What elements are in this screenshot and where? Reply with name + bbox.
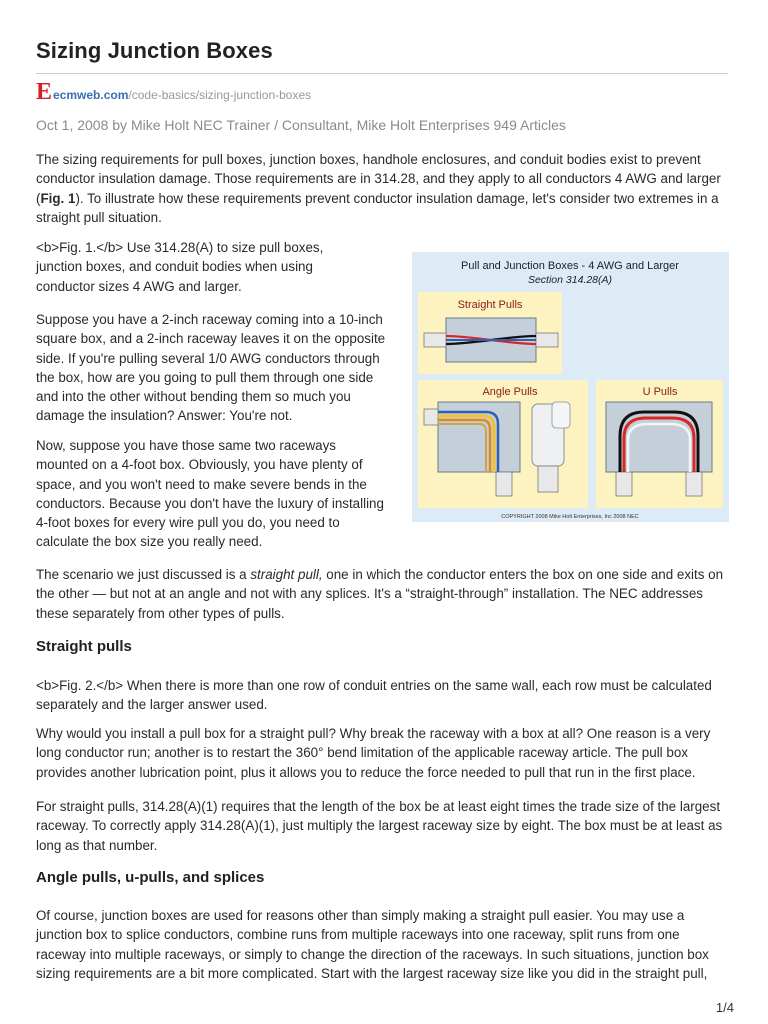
conduit-body-fitting	[538, 466, 558, 492]
paragraph-for: For straight pulls, 314.28(A)(1) requires that the length of the box be at least eight times the trade size of the largest raceway. To correctly apply 314.28(A)(1), just multiply the largest raceway size by eight. The box must be at least as long as that number.	[36, 799, 723, 853]
angle-conduit-left	[424, 409, 438, 425]
byline: Oct 1, 2008 by Mike Holt NEC Trainer / Consultant, Mike Holt Enterprises 949 Articles	[36, 117, 566, 133]
page-title: Sizing Junction Boxes	[36, 38, 273, 63]
straight-pull-term: straight pull,	[250, 567, 323, 582]
figure-1-diagram	[412, 252, 729, 522]
figure-copyright: COPYRIGHT 2008 Mike Holt Enterprises, Inc 2008 NEC	[501, 514, 639, 520]
fig2-caption: <b>Fig. 2.</b> When there is more than one row of conduit entries on the same wall, each row must be calculated separately and the larger answer used.	[36, 678, 712, 713]
angle-conduit-bottom	[496, 472, 512, 496]
source-domain-link[interactable]: ecmweb.com	[53, 88, 129, 102]
heading-straight-pulls: Straight pulls	[36, 638, 132, 655]
pull-box-illustration	[412, 252, 729, 522]
u-conduit-right	[686, 472, 702, 496]
straight-conduit-left	[424, 333, 446, 347]
conduit-body-cap	[552, 402, 570, 428]
paragraph-now: Now, suppose you have those same two raceways mounted on a 4-foot box. Obviously, you have plenty of space, and you won't need to make severe bends in the conductors. Because you don't have the luxury of installing 4-foot boxes for every wire pull you do, you need to calculate the box size you really need.	[36, 438, 384, 550]
intro-paragraph: The sizing requirements for pull boxes, junction boxes, handhole enclosures, and conduit bodies exist to prevent conductor insulation damage. Those requirements are in 314.28, and they apply to all conductors 4 AWG and larger (Fig. 1). To illustrate how these requirements prevent conductor insulation damage, let's consider two extremes in a straight pull situation.	[36, 152, 721, 225]
title-divider	[36, 73, 728, 74]
paragraph-scenario: The scenario we just discussed is a straight pull, one in which the conductor enters the box on one side and exits on the other — but not at an angle and not with any splices. It's a “straight-through” installation. The NEC addresses these separately from other types of pulls.	[36, 567, 724, 621]
straight-pulls-label: Straight Pulls	[457, 299, 523, 311]
paragraph-suppose: Suppose you have a 2-inch raceway coming into a 10-inch square box, and a 2-inch raceway leaves it on the opposite side. If you're pulling several 1/0 AWG conductors through the box, how are you going to pull them through one side and into the other without bending them so much you damage the insulation? Answer: You're not.	[36, 312, 386, 424]
angle-pulls-label: Angle Pulls	[482, 386, 538, 398]
paragraph-course: Of course, junction boxes are used for reasons other than simply making a straight pull easier. You may use a junction box to splice conductors, combine runs from multiple raceways into one raceway, split runs from one raceway into multiple raceways, or simply to change the direction of the raceways. In such situations, junction box sizing requirements are a bit more complicated. Start with the largest raceway size like you did in the straight pull,	[36, 908, 709, 981]
fig1-caption: <b>Fig. 1.</b> Use 314.28(A) to size pull boxes, junction boxes, and conduit bodies when using conductor sizes 4 AWG and larger.	[36, 240, 324, 294]
straight-conduit-right	[536, 333, 558, 347]
paragraph-why: Why would you install a pull box for a straight pull? Why break the raceway with a box at all? One reason is a very long conductor run; another is to restart the 360° bend limitation of the applicable raceway article. The pull box provides another lubrication point, plus it allows you to reduce the force needed to pull that run in the first place.	[36, 726, 711, 780]
ecm-logo-icon: E	[36, 79, 53, 105]
heading-angle-pulls: Angle pulls, u-pulls, and splices	[36, 869, 265, 886]
figure-subtitle: Section 314.28(A)	[527, 274, 613, 286]
fig1-reference: Fig. 1	[40, 190, 76, 206]
page-number: 1/4	[715, 1000, 734, 1015]
u-conduit-left	[616, 472, 632, 496]
u-pulls-label: U Pulls	[642, 386, 678, 398]
source-line[interactable]	[36, 79, 312, 105]
figure-title: Pull and Junction Boxes - 4 AWG and Larger	[461, 260, 679, 272]
source-path[interactable]: /code-basics/sizing-junction-boxes	[128, 88, 312, 102]
